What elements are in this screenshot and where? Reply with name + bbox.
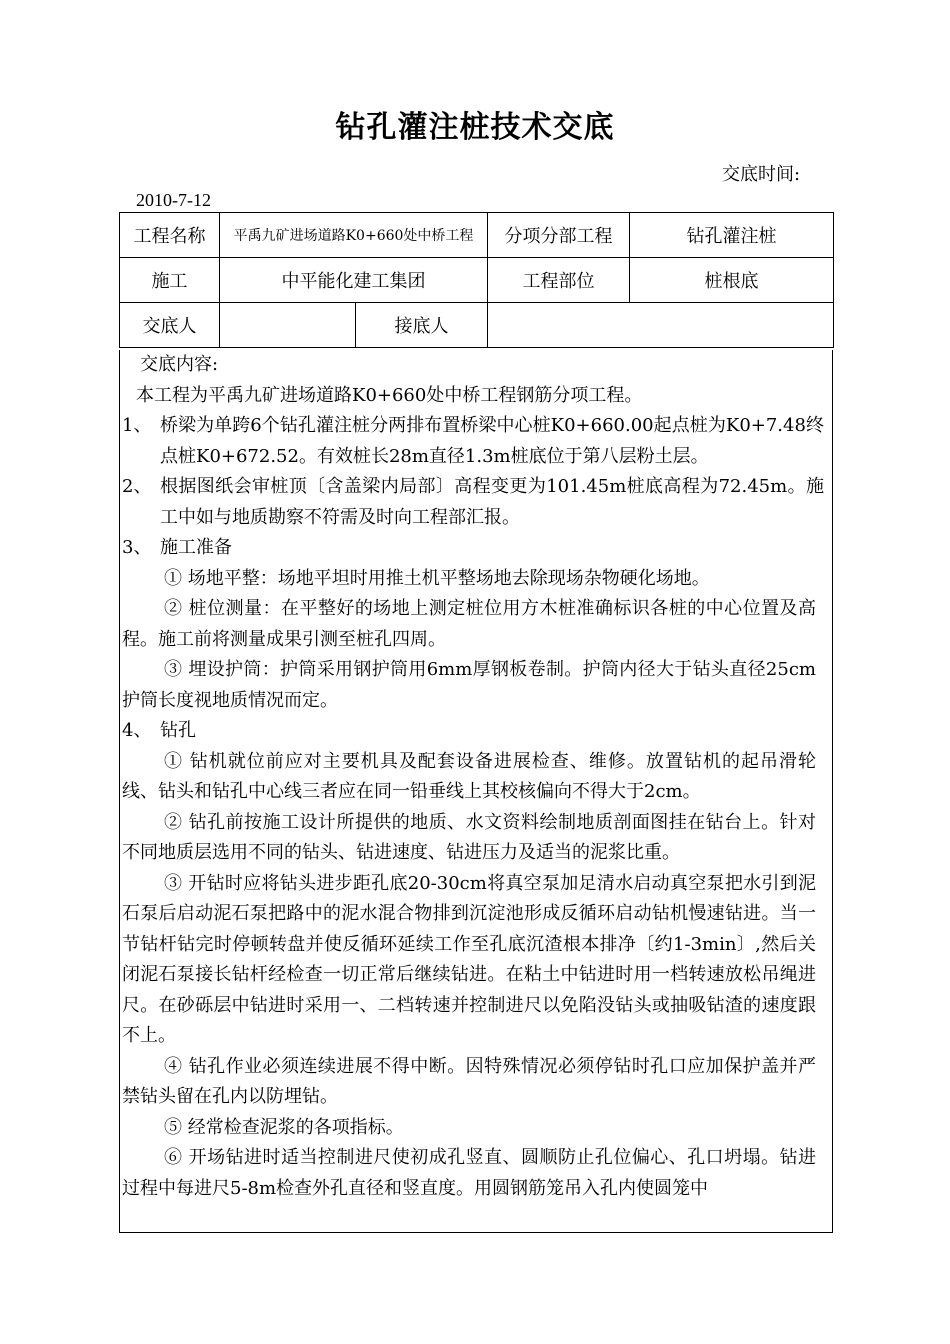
- drill-step: ③ 开钻时应将钻头进步距孔底20-30cm将真空泵加足清水启动真空泵把水引到泥石泵后启动泥石泵把路中的泥水混合物排到沉淀池形成反循环启动钻机慢速钻进。当一节钻杆钻完时停顿转盘并使反循环延续工作至孔底沉渣根本排净〔约1-3min〕,然后关闭泥石泵接长钻杆经检查一切正常后继续钻进。在粘土中钻进时用一档转速放松吊绳进尺。在砂砾层中钻进时采用一、二档转速并控制进尺以免陷没钻头或抽吸钻渣的速度跟不上。: [122, 872, 816, 1046]
- item-text: 根据图纸会审桩顶〔含盖梁内局部〕高程变更为101.45m桩底高程为72.45m。施工中如与地质勘察不符需及时向工程部汇报。: [160, 476, 824, 528]
- prep-step: ③ 埋设护筒：护筒采用钢护筒用6mm厚钢板卷制。护筒内径大于钻头直径25cm护筒长度视地质情况而定。: [122, 659, 816, 711]
- table-row: [120, 213, 834, 258]
- item-text: 桥梁为单跨6个钻孔灌注桩分两排布置桥梁中心桩K0+660.00起点桩为K0+7.48终点桩K0+672.52。有效桩长28m直径1.3m桩底位于第八层粉土层。: [160, 415, 824, 467]
- drill-step: ④ 钻孔作业必须连续进展不得中断。因特殊情况必须停钻时孔口应加保护盖并严禁钻头留在孔内以防埋钻。: [122, 1055, 816, 1107]
- item-text: 施工准备: [160, 537, 232, 558]
- list-item: [120, 533, 832, 564]
- drill-step: ⑤ 经常检查泥浆的各项指标。: [164, 1116, 404, 1138]
- label-receiver: 接底人: [356, 303, 488, 348]
- item-text: 钻孔: [160, 720, 196, 741]
- position-value: 桩根底: [630, 258, 834, 303]
- content-label: 交底内容:: [140, 354, 219, 375]
- giver-value: [220, 303, 356, 348]
- content-box: [119, 350, 833, 1233]
- drill-step: ① 钻机就位前应对主要机具及配套设备进展检查、维修。放置钻机的起吊滑轮线、钻头和钻孔中心线三者应在同一铅垂线上其校核偏向不得大于2cm。: [122, 750, 816, 802]
- table-row: [120, 303, 834, 348]
- project-name-value: 平禹九矿进场道路K0+660处中桥工程: [220, 213, 488, 258]
- construction-unit-value: 中平能化建工集团: [220, 258, 488, 303]
- prep-step: ② 桩位测量：在平整好的场地上测定桩位用方木桩准确标识各桩的中心位置及高程。施工前将测量成果引测至桩孔四周。: [122, 598, 816, 650]
- content-intro: 本工程为平禹九矿进场道路K0+660处中桥工程钢筋分项工程。: [136, 384, 643, 406]
- label-construction: 施工: [120, 258, 220, 303]
- label-position: 工程部位: [488, 258, 630, 303]
- receiver-value: [488, 303, 834, 348]
- date-label: 交底时间:: [722, 164, 801, 185]
- document-title: 钻孔灌注桩技术交底: [335, 110, 615, 145]
- label-giver: 交底人: [120, 303, 220, 348]
- subitem-value: 钻孔灌注桩: [630, 213, 834, 258]
- drill-step: ② 钻孔前按施工设计所提供的地质、水文资料绘制地质剖面图挂在钻台上。针对不同地质层选用不同的钻头、钻进速度、钻进压力及适当的泥浆比重。: [122, 811, 816, 863]
- list-item: [120, 472, 832, 533]
- list-item: [120, 411, 832, 472]
- item-number: 3、: [122, 537, 152, 558]
- item-number: 1、: [122, 415, 152, 436]
- date-value: 2010-7-12: [136, 190, 211, 210]
- label-project-name: 工程名称: [120, 213, 220, 258]
- info-table: [119, 212, 834, 348]
- item-number: 2、: [122, 476, 152, 497]
- label-subitem: 分项分部工程: [488, 213, 630, 258]
- prep-step: ① 场地平整：场地平坦时用推土机平整场地去除现场杂物硬化场地。: [164, 567, 710, 589]
- drill-step: ⑥ 开场钻进时适当控制进尺使初成孔竖直、圆顺防止孔位偏心、孔口坍塌。钻进过程中每进尺5-8m检查外孔直径和竖直度。用圆钢筋笼吊入孔内使圆笼中: [122, 1147, 816, 1199]
- table-row: [120, 258, 834, 303]
- list-item: [120, 716, 832, 747]
- item-number: 4、: [122, 720, 152, 741]
